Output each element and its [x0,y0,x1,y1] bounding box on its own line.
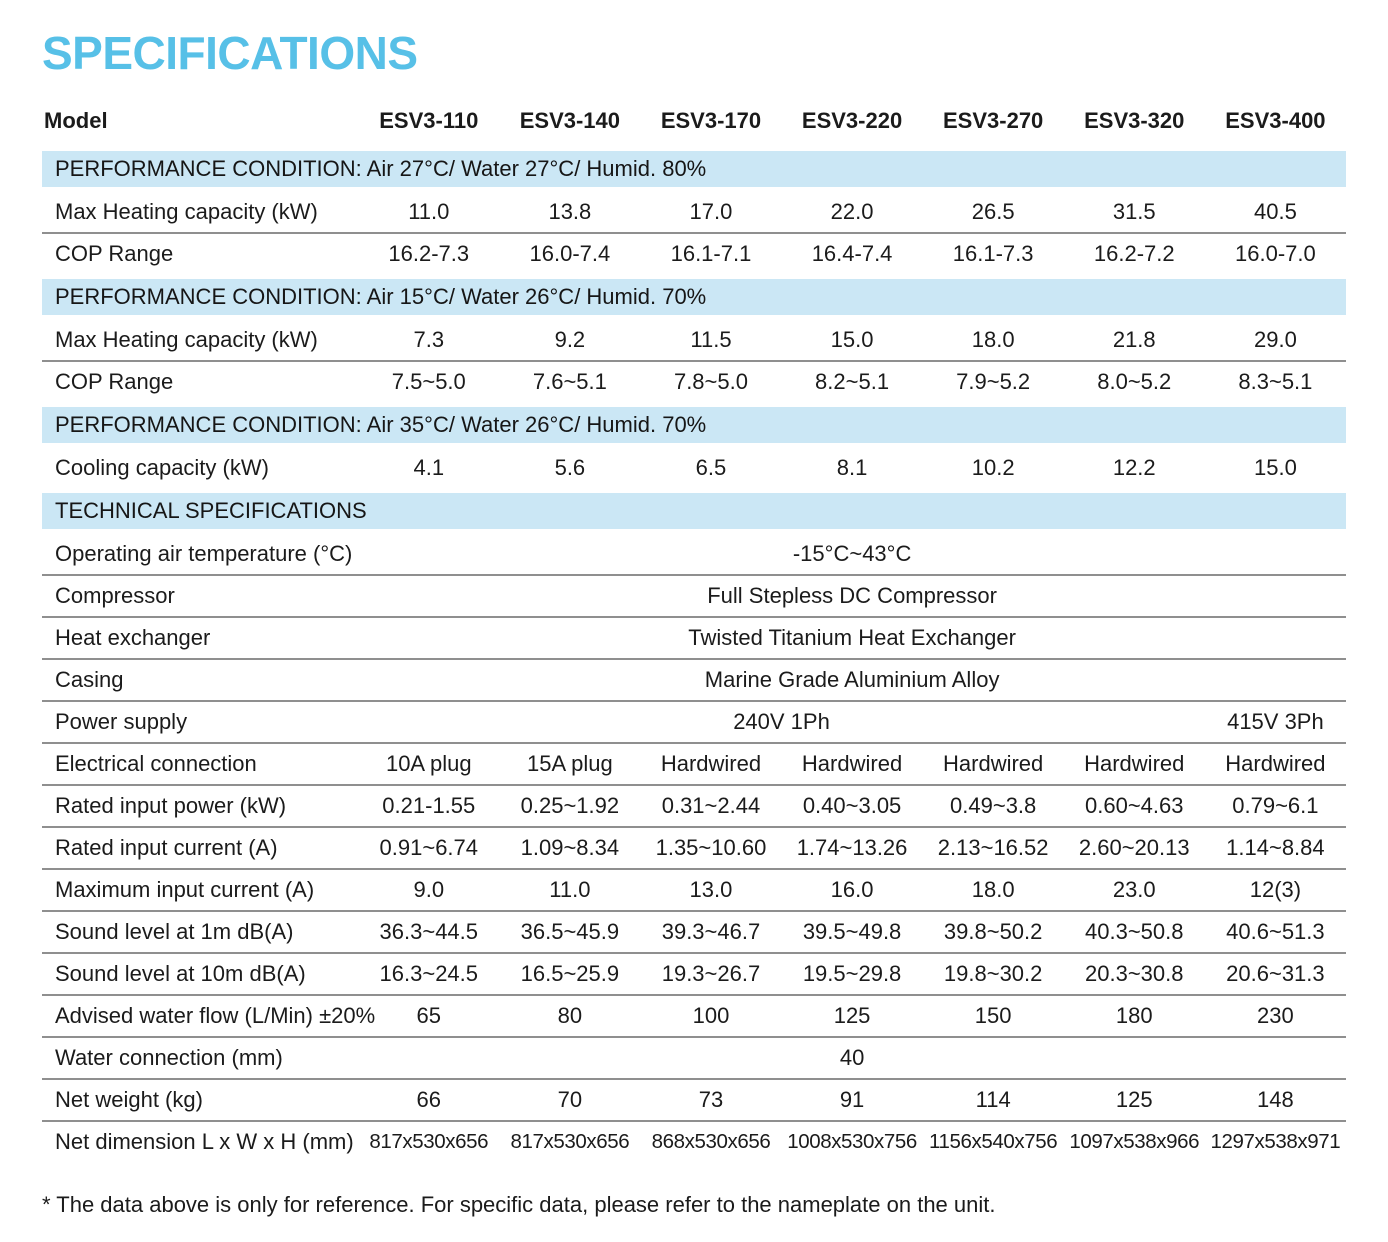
table-row [42,318,1346,362]
table-row [42,233,1346,277]
cell-value: 16.5~25.9 [499,953,640,995]
cell-value: 12.2 [1112,455,1156,480]
row-label: Rated input power (kW) [42,785,358,827]
row-label: Electrical connection [42,743,358,785]
section-band-row [42,405,1346,446]
cell-value: 1.35~10.60 [640,827,781,869]
model-header: ESV3-270 [943,108,1044,133]
cell-value: 66 [358,1079,499,1121]
cell-value: 91 [782,1079,923,1121]
cell-value: 16.3~24.5 [358,953,499,995]
cell-value: 0.91~6.74 [358,827,499,869]
model-header: ESV3-170 [660,108,762,133]
cell-value: 39.3~46.7 [640,911,781,953]
cell-value: 31.5 [1064,190,1205,234]
cell-value: Marine Grade Aluminium Alloy [358,659,1346,701]
cell-value: 7.8~5.0 [673,369,748,394]
cell-value: 16.1-7.1 [670,241,752,266]
cell-value: 36.5~45.9 [499,911,640,953]
cell-value: 13.8 [499,190,640,234]
cell-value: Hardwired [640,743,781,785]
cell-value: 9.2 [499,318,640,362]
cell-value: 40.6~51.3 [1205,911,1346,953]
cell-value: Full Stepless DC Compressor [358,575,1346,617]
cell-value: 22.0 [782,190,923,234]
spec-table [42,104,1346,1162]
row-label: Operating air temperature (°C) [42,532,358,576]
cell-value: 11.0 [499,869,640,911]
row-label: Advised water flow (L/Min) ±20% [42,995,358,1037]
section-band: PERFORMANCE CONDITION: Air 27°C/ Water 27°C/ Humid. 80% [42,149,1346,190]
section-band-row [42,149,1346,190]
cell-value: 1.74~13.26 [782,827,923,869]
model-header: ESV3-110 [379,108,479,133]
cell-value: 5.6 [554,455,586,480]
table-row [42,1079,1346,1121]
cell-value: 20.3~30.8 [1064,953,1205,995]
cell-value: 817x530x656 [510,1130,630,1153]
table-row [42,532,1346,576]
model-column-label: Model [44,108,108,133]
cell-value: 18.0 [923,318,1064,362]
table-row [42,361,1346,405]
cell-value: 70 [499,1079,640,1121]
cell-value: 1.14~8.84 [1205,827,1346,869]
cell-value: 240V 1Ph [358,701,1205,743]
cell-value: 8.1 [836,455,868,480]
cell-value: 39.5~49.8 [782,911,923,953]
table-row [42,1037,1346,1079]
cell-value: 40.5 [1205,190,1346,234]
model-header: ESV3-320 [1084,108,1185,133]
table-row [42,743,1346,785]
cell-value: 1.09~8.34 [499,827,640,869]
cell-value: 19.3~26.7 [640,953,781,995]
table-row [42,446,1346,491]
row-label: Net weight (kg) [42,1079,358,1121]
table-row [42,575,1346,617]
cell-value: Hardwired [1064,743,1205,785]
cell-value: 0.21-1.55 [358,785,499,827]
cell-value: 11.0 [358,190,499,234]
footnote: * The data above is only for reference. For specific data, please refer to the nameplate on the unit. [42,1192,996,1217]
cell-value: 16.1-7.3 [952,241,1034,266]
row-label: Power supply [42,701,358,743]
cell-value: 0.49~3.8 [923,785,1064,827]
cell-value: 9.0 [358,869,499,911]
cell-value: 150 [923,995,1064,1037]
row-label: Compressor [42,575,358,617]
cell-value: 16.0 [782,869,923,911]
cell-value: 65 [358,995,499,1037]
cell-value: 16.4-7.4 [811,241,893,266]
cell-value: 868x530x656 [651,1130,771,1153]
cell-value: 0.40~3.05 [782,785,923,827]
cell-value: 12(3) [1205,869,1346,911]
cell-value: 29.0 [1205,318,1346,362]
cell-value: 0.79~6.1 [1205,785,1346,827]
cell-value: 23.0 [1064,869,1205,911]
cell-value: 125 [782,995,923,1037]
cell-value: 1008x530x756 [787,1130,917,1153]
cell-value: 1156x540x756 [929,1130,1058,1153]
row-label: Casing [42,659,358,701]
cell-value: 100 [640,995,781,1037]
cell-value: 7.9~5.2 [956,369,1031,394]
table-row [42,701,1346,743]
cell-value: 180 [1064,995,1205,1037]
cell-value: 80 [499,995,640,1037]
table-row [42,995,1346,1037]
cell-value: 8.3~5.1 [1238,369,1313,394]
cell-value: 817x530x656 [369,1130,489,1153]
cell-value: 15A plug [499,743,640,785]
cell-value: 10A plug [358,743,499,785]
cell-value: 2.13~16.52 [923,827,1064,869]
table-row [42,1121,1346,1162]
cell-value: 1097x538x966 [1069,1130,1200,1153]
row-label: Max Heating capacity (kW) [42,318,358,362]
cell-value: 40.3~50.8 [1064,911,1205,953]
cell-value: 148 [1205,1079,1346,1121]
cell-value: 19.5~29.8 [782,953,923,995]
cell-value: 1297x538x971 [1210,1130,1341,1153]
cell-value: 8.2~5.1 [815,369,890,394]
row-label: Cooling capacity (kW) [55,455,269,480]
cell-value: 125 [1064,1079,1205,1121]
cell-value: 0.25~1.92 [499,785,640,827]
cell-value: Hardwired [1205,743,1346,785]
cell-value: Twisted Titanium Heat Exchanger [358,617,1346,659]
cell-value: Hardwired [782,743,923,785]
cell-value: 4.1 [413,455,445,480]
cell-value: 7.5~5.0 [391,369,466,394]
table-row [42,785,1346,827]
table-row [42,869,1346,911]
row-label: Maximum input current (A) [42,869,358,911]
cell-value: 11.5 [640,318,781,362]
cell-value: 36.3~44.5 [358,911,499,953]
cell-value: 15.0 [782,318,923,362]
cell-value: 73 [640,1079,781,1121]
cell-value: 114 [923,1079,1064,1121]
cell-value: 0.31~2.44 [640,785,781,827]
cell-value: 21.8 [1064,318,1205,362]
section-band: TECHNICAL SPECIFICATIONS [42,491,1346,532]
row-label: COP Range [55,369,174,394]
section-band-row [42,277,1346,318]
table-row [42,953,1346,995]
cell-value: 7.3 [358,318,499,362]
cell-value: 10.2 [971,455,1015,480]
cell-value: 15.0 [1253,455,1297,480]
cell-value: 18.0 [923,869,1064,911]
cell-value: Hardwired [923,743,1064,785]
model-header: ESV3-400 [1225,108,1326,133]
cell-value: 26.5 [923,190,1064,234]
row-label: Heat exchanger [42,617,358,659]
cell-value: 2.60~20.13 [1064,827,1205,869]
cell-value: 13.0 [640,869,781,911]
table-row [42,659,1346,701]
table-row [42,827,1346,869]
cell-value: 230 [1205,995,1346,1037]
cell-value: 8.0~5.2 [1097,369,1172,394]
table-row [42,617,1346,659]
cell-value: 16.2-7.2 [1093,241,1175,266]
cell-value: 16.0-7.4 [529,241,611,266]
cell-value: 16.2-7.3 [388,241,470,266]
cell-value: -15°C~43°C [358,532,1346,576]
cell-value: 415V 3Ph [1205,701,1346,743]
row-label: Net dimension L x W x H (mm) [55,1129,354,1154]
table-row [42,911,1346,953]
model-header: ESV3-220 [801,108,903,133]
model-header-row [42,104,1346,149]
row-label: Sound level at 1m dB(A) [42,911,358,953]
row-label: Sound level at 10m dB(A) [42,953,358,995]
cell-value: 17.0 [640,190,781,234]
cell-value: 0.60~4.63 [1064,785,1205,827]
section-band-row [42,491,1346,532]
page-title: SPECIFICATIONS [42,27,418,79]
section-band: PERFORMANCE CONDITION: Air 35°C/ Water 26°C/ Humid. 70% [42,405,1346,446]
row-label: Water connection (mm) [42,1037,358,1079]
model-header: ESV3-140 [519,108,621,133]
cell-value: 19.8~30.2 [923,953,1064,995]
section-band: PERFORMANCE CONDITION: Air 15°C/ Water 26°C/ Humid. 70% [42,277,1346,318]
table-row [42,190,1346,234]
cell-value: 20.6~31.3 [1205,953,1346,995]
row-label: COP Range [55,241,174,266]
cell-value: 40 [358,1037,1346,1079]
cell-value: 16.0-7.0 [1235,241,1316,266]
cell-value: 7.6~5.1 [532,369,607,394]
cell-value: 39.8~50.2 [923,911,1064,953]
row-label: Max Heating capacity (kW) [42,190,358,234]
row-label: Rated input current (A) [42,827,358,869]
cell-value: 6.5 [695,455,727,480]
